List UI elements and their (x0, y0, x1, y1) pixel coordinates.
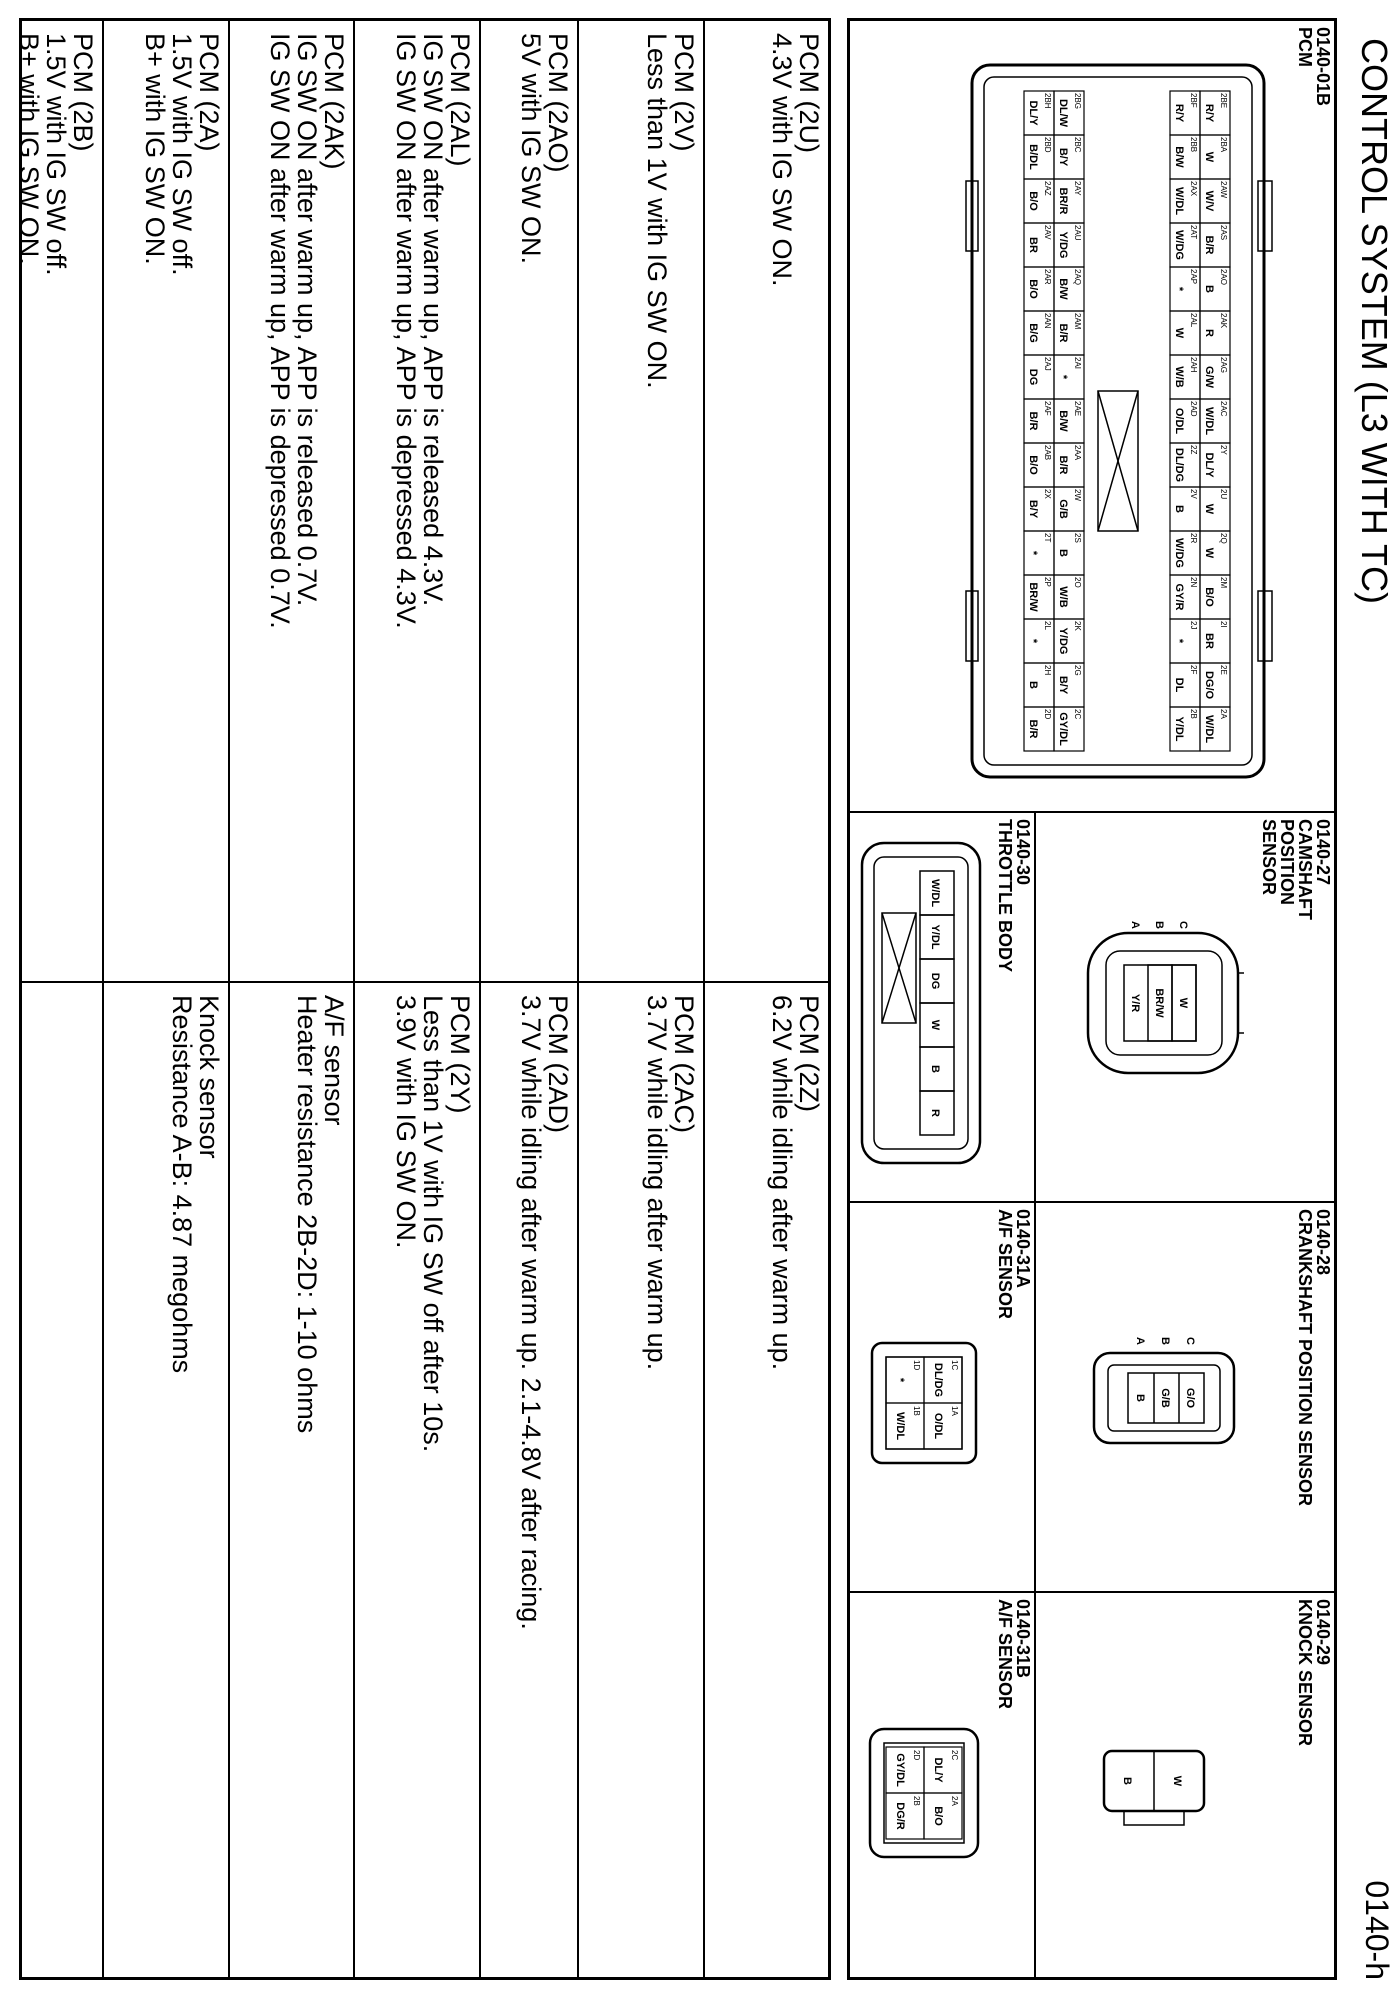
spec-line: B+ with IG SW ON. (14, 33, 44, 265)
spec-line: IG SW ON after warm up, APP is depressed 0.7V. (265, 33, 295, 629)
pcm-top-pin-number: 2N (1189, 577, 1198, 588)
spec-line: Resistance A-B: 4.87 megohms (167, 995, 197, 1374)
spec-heading: PCM (2B) (68, 33, 98, 152)
pcm-top-pin-wire: W (1203, 151, 1215, 163)
knock-connector-panel (1034, 1593, 1334, 1977)
ckp-wire-c: G/O (1184, 1387, 1196, 1409)
spec-line: 5V with IG SW ON. (516, 33, 546, 265)
spec-line: 1.5V with IG SW off. (41, 33, 71, 276)
pcm-top-pin-number: 2BB (1189, 137, 1198, 153)
spec-row (353, 21, 479, 1977)
pcm-bottom-pin-number: 2D (1043, 709, 1052, 720)
pcm-top-pin-wire: W/DL (1173, 186, 1185, 216)
pcm-bottom-pin-wire: B/R (1027, 411, 1039, 431)
pcm-top-pin-number: 2J (1189, 621, 1198, 630)
pcm-top-pin-number: 2AH (1189, 357, 1198, 373)
pcm-bottom-pin-wire: BR (1027, 237, 1039, 253)
pcm-bottom-pin-wire: B/O (1027, 279, 1039, 299)
cmp-wire-a: Y/R (1129, 993, 1141, 1013)
throttle-wire-label: R (929, 1109, 941, 1117)
spec-cell (355, 983, 479, 1977)
af_a-pin-number: 1C (950, 1360, 959, 1371)
pcm-top-pin-number: 2BF (1189, 93, 1198, 108)
spec-heading: A/F sensor (319, 995, 349, 1126)
cmp-pin-b: B (1153, 921, 1165, 929)
af-a-connector-code: 0140-31A (1013, 1209, 1033, 1289)
cmp-wire-b: BR/W (1153, 988, 1165, 1018)
pcm-connector-drawing (964, 61, 1274, 781)
pcm-bottom-pin-number: 2BG (1073, 93, 1082, 110)
pcm-top-pin-wire: O/DL (1173, 407, 1185, 435)
spec-heading: PCM (2AD) (543, 995, 573, 1134)
throttle-wire-label: B (929, 1065, 941, 1073)
af-b-connector-drawing (858, 1713, 988, 1873)
throttle-wire-cells (920, 871, 954, 1135)
spec-heading: PCM (2Z) (794, 995, 824, 1112)
ckp-wire-b: G/B (1159, 1388, 1171, 1408)
spec-cell (230, 983, 353, 1977)
spec-line: IG SW ON after warm up, APP is released 0.7V. (292, 33, 322, 607)
pcm-bottom-pin-wire: B/O (1027, 455, 1039, 475)
af_b-wire-label: DL/Y (932, 1757, 944, 1783)
ckp-wire-a: B (1134, 1394, 1146, 1402)
spec-row (577, 21, 703, 1977)
af_b-pin-number: 2A (950, 1796, 959, 1806)
pcm-top-pin-number: 2AO (1219, 269, 1228, 286)
pcm-bottom-pin-number: 2S (1073, 533, 1082, 543)
pcm-top-pin-wire: R/Y (1173, 103, 1185, 123)
throttle-wire-label: W/DL (929, 878, 941, 908)
spec-cell (705, 983, 828, 1977)
pcm-top-pin-number: 2AK (1219, 313, 1228, 329)
pcm-bottom-pin-number: 2BC (1073, 137, 1082, 153)
pcm-bottom-pin-number: 2AE (1073, 401, 1082, 417)
knock-connector-name: KNOCK SENSOR (1295, 1599, 1315, 1747)
knock-wire-1: W (1171, 1775, 1183, 1787)
cmp-pin-a: A (1129, 921, 1141, 929)
pcm-top-pin-wire: DL/DG (1173, 447, 1185, 483)
throttle-wire-label: W (929, 1019, 941, 1031)
pcm-top-pin-number: 2AL (1189, 313, 1198, 328)
pcm-top-pin-number: 2AS (1219, 225, 1228, 241)
af-sensor-a-connector-panel (850, 1203, 1034, 1593)
pcm-top-pin-number: 2R (1189, 533, 1198, 544)
pcm-bottom-pin-number: 2AU (1073, 225, 1082, 241)
spec-line: 4.3V with IG SW ON. (767, 33, 797, 287)
ckp-connector-name: CRANKSHAFT POSITION SENSOR (1295, 1209, 1315, 1507)
page-title: CONTROL SYSTEM (L3 WITH TC) (1354, 38, 1395, 605)
pcm-top-pin-number: 2AD (1189, 401, 1198, 417)
pcm-top-pin-wire: * (1173, 286, 1185, 292)
pcm-bottom-pin-wire: B/R (1027, 719, 1039, 739)
spec-heading: PCM (2Y) (445, 995, 475, 1114)
pcm-bottom-pin-wire: * (1027, 638, 1039, 644)
pcm-bottom-pin-number: 2BH (1043, 93, 1052, 109)
pcm-bottom-pin-wire: B/DL (1027, 144, 1039, 170)
knock-connector-drawing (1064, 1703, 1224, 1863)
af-a-connector-name: A/F SENSOR (995, 1209, 1015, 1320)
pcm-bottom-pin-wire: B/Y (1057, 147, 1069, 167)
pcm-bottom-pin-number: 2AQ (1073, 269, 1082, 286)
pcm-top-pin-wire: W/DG (1173, 538, 1185, 568)
pcm-bottom-pin-number: 2K (1073, 621, 1082, 631)
pcm-top-pin-number: 2AT (1189, 225, 1198, 240)
af-b-connector-name: A/F SENSOR (995, 1599, 1015, 1710)
pcm-top-pin-number: 2Q (1219, 533, 1228, 544)
pcm-top-pin-wire: Y/DL (1173, 716, 1185, 742)
ckp-connector-code: 0140-28 (1313, 1209, 1333, 1276)
pcm-bottom-pin-wire: B/G (1027, 323, 1039, 343)
spec-heading: Knock sensor (194, 995, 224, 1159)
pcm-top-pin-wire: W (1203, 547, 1215, 559)
pcm-top-pin-wire: W (1203, 503, 1215, 515)
af_a-wire-label: DL/DG (932, 1362, 944, 1398)
spec-heading: PCM (2AO) (543, 33, 573, 173)
pcm-bottom-pin-number: 2AN (1043, 313, 1052, 329)
af_a-wire-label: W/DL (894, 1411, 906, 1441)
pcm-bottom-pin-wire: * (1027, 550, 1039, 556)
spec-row (14, 21, 102, 1977)
pcm-bottom-pin-number: 2AV (1043, 225, 1052, 240)
cmp-connector-panel (1034, 813, 1334, 1203)
pcm-bottom-pin-wire: W/B (1057, 586, 1069, 608)
cmp-name-line-3: SENSOR (1259, 819, 1279, 896)
af_a-wire-label: O/DL (932, 1412, 944, 1440)
pcm-top-pin-number: 2AP (1189, 269, 1198, 285)
spec-heading: PCM (2A) (194, 33, 224, 152)
pcm-top-pin-number: 2A (1219, 709, 1228, 719)
specification-table (14, 18, 831, 1980)
pcm-top-pin-number: 2E (1219, 665, 1228, 675)
pcm-top-pin-number: 2U (1219, 489, 1228, 500)
cmp-name-line-2: POSITION (1277, 819, 1297, 906)
spec-cell (579, 983, 703, 1977)
pcm-bottom-pin-number: 2AZ (1043, 181, 1052, 196)
pcm-top-pin-number: 2AC (1219, 401, 1228, 417)
pcm-connector-name: PCM (1295, 27, 1315, 67)
pcm-bottom-pin-wire: B/R (1057, 455, 1069, 475)
ckp-pin-a: A (1134, 1337, 1146, 1345)
pcm-bottom-pin-number: 2C (1073, 709, 1082, 720)
pcm-top-pin-number: 2Z (1189, 445, 1198, 455)
pcm-bottom-pin-wire: B (1027, 681, 1039, 689)
connector-diagram-area (847, 18, 1337, 1980)
pcm-bottom-pin-number: 2AR (1043, 269, 1052, 285)
pcm-bottom-pin-wire: BR/R (1057, 187, 1069, 215)
cmp-pin-c: C (1177, 921, 1189, 929)
pcm-bottom-pin-number: 2AF (1043, 401, 1052, 416)
af_a-pin-number: 1D (912, 1360, 921, 1371)
spec-line: 6.2V while idling after warm up. (767, 995, 797, 1371)
pcm-top-pin-wire: B/R (1203, 235, 1215, 255)
pcm-bottom-pin-wire: DG (1027, 368, 1039, 386)
pcm-connector-code: 0140-01B (1313, 27, 1333, 107)
af_b-wire-label: DG/R (894, 1802, 906, 1830)
af_a-wire-label: * (894, 1377, 906, 1383)
pcm-top-pin-wire: W/DL (1203, 714, 1215, 744)
pcm-top-pin-block (1170, 91, 1230, 751)
pcm-top-pin-number: 2F (1189, 665, 1198, 675)
pcm-top-pin-wire: B (1173, 505, 1185, 513)
spec-cell (104, 983, 228, 1977)
pcm-bottom-pin-number: 2AI (1073, 357, 1082, 370)
pcm-top-pin-number: 2BA (1219, 137, 1228, 153)
pcm-bottom-pin-number: 2AJ (1043, 357, 1052, 371)
pcm-top-pin-wire: B/O (1203, 587, 1215, 607)
throttle-wire-label: Y/DL (929, 924, 941, 950)
pcm-bottom-pin-wire: DL/Y (1027, 100, 1039, 126)
pcm-top-pin-number: 2BE (1219, 93, 1228, 109)
spec-line: Heater resistance 2B-2D: 1-10 ohms (292, 995, 322, 1434)
pcm-bottom-pin-wire: Y/DG (1057, 627, 1069, 655)
pcm-top-pin-number: 2V (1189, 489, 1198, 499)
cmp-connector-code: 0140-27 (1313, 819, 1333, 886)
pcm-bottom-pin-number: 2AM (1073, 313, 1082, 330)
pcm-top-pin-wire: W/B (1173, 366, 1185, 388)
page-code: 0140-h (1359, 1880, 1395, 1980)
cmp-name-line-1: CAMSHAFT (1295, 819, 1315, 920)
spec-line: Less than 1V with IG SW off after 10s. (418, 995, 448, 1453)
pcm-top-pin-number: 2I (1219, 621, 1228, 628)
af-b-wire-cells (886, 1747, 962, 1839)
throttle-connector-code: 0140-30 (1013, 819, 1033, 886)
throttle-connector-drawing (850, 833, 990, 1173)
pcm-bottom-pin-wire: B/O (1027, 191, 1039, 211)
spec-cell (481, 21, 577, 983)
cmp-wire-c: W (1177, 997, 1189, 1009)
throttle-wire-label: DG (929, 972, 941, 990)
pcm-bottom-pin-block (1024, 91, 1084, 751)
pcm-top-pin-wire: W/DG (1173, 230, 1185, 260)
af-a-wire-cells (886, 1357, 962, 1449)
pcm-top-pin-wire: W (1173, 327, 1185, 339)
af_b-pin-number: 2B (912, 1796, 921, 1806)
af_a-pin-number: 1B (912, 1406, 921, 1416)
ckp-connector-drawing (1054, 1303, 1244, 1503)
spec-line: Less than 1V with IG SW ON. (642, 33, 672, 389)
spec-line: 3.7V while idling after warm up. (642, 995, 672, 1371)
pcm-bottom-pin-number: 2AA (1073, 445, 1082, 461)
pcm-bottom-pin-wire: GY/DL (1057, 712, 1069, 746)
pcm-bottom-pin-wire: B/R (1057, 323, 1069, 343)
spec-row (479, 21, 577, 1977)
pcm-top-pin-wire: B (1203, 285, 1215, 293)
af_b-pin-number: 2C (950, 1750, 959, 1761)
pcm-top-pin-wire: * (1173, 638, 1185, 644)
pcm-bottom-pin-wire: Y/DG (1057, 231, 1069, 259)
pcm-top-pin-wire: R (1203, 329, 1215, 337)
spec-heading: PCM (2AL) (445, 33, 475, 167)
pcm-bottom-pin-wire: * (1057, 374, 1069, 380)
pcm-bottom-pin-number: 2L (1043, 621, 1052, 630)
pcm-bottom-pin-number: 2AB (1043, 445, 1052, 461)
pcm-top-pin-wire: W/DL (1203, 406, 1215, 436)
cmp-connector-drawing (1054, 903, 1244, 1103)
pcm-connector-panel (850, 21, 1334, 813)
spec-heading: PCM (2AC) (669, 995, 699, 1134)
pcm-top-pin-number: 2AX (1189, 181, 1198, 197)
spec-line: B+ with IG SW ON. (140, 33, 170, 265)
pcm-bottom-pin-number: 2O (1073, 577, 1082, 588)
spec-cell (230, 21, 353, 983)
af-sensor-b-connector-panel (850, 1593, 1034, 1977)
spec-heading: PCM (2AK) (319, 33, 349, 170)
pcm-bottom-pin-number: 2G (1073, 665, 1082, 676)
throttle-connector-name: THROTTLE BODY (995, 819, 1015, 972)
spec-line: 3.7V while idling after warm up. 2.1-4.8V after racing. (516, 995, 546, 1630)
spec-cell (104, 21, 228, 983)
pcm-top-pin-number: 2AG (1219, 357, 1228, 374)
pcm-top-pin-number: 2M (1219, 577, 1228, 589)
throttle-connector-panel (850, 813, 1034, 1203)
pcm-bottom-pin-wire: B/Y (1027, 499, 1039, 519)
af-b-connector-code: 0140-31B (1013, 1599, 1033, 1679)
pcm-top-pin-wire: DG/O (1203, 670, 1215, 700)
pcm-top-pin-wire: DL (1173, 677, 1185, 693)
pcm-bottom-pin-number: 2X (1043, 489, 1052, 499)
spec-line: 3.9V with IG SW ON. (391, 995, 421, 1249)
pcm-bottom-pin-wire: DL/W (1057, 98, 1069, 128)
pcm-bottom-pin-wire: B/W (1057, 278, 1069, 300)
af-a-connector-drawing (858, 1323, 988, 1483)
pcm-bottom-pin-number: 2H (1043, 665, 1052, 676)
pcm-top-pin-wire: G/W (1203, 366, 1215, 388)
spec-cell (22, 983, 102, 1977)
pcm-top-pin-wire: DL/Y (1203, 452, 1215, 478)
spec-cell (355, 21, 479, 983)
spec-cell (579, 21, 703, 983)
spec-row (102, 21, 228, 1977)
pcm-bottom-pin-wire: B (1057, 549, 1069, 557)
knock-wire-2: B (1121, 1777, 1133, 1785)
spec-heading: PCM (2V) (669, 33, 699, 152)
pcm-bottom-pin-wire: G/B (1057, 499, 1069, 519)
af_a-pin-number: 1A (950, 1406, 959, 1416)
pcm-bottom-pin-number: 2P (1043, 577, 1052, 587)
ckp-pin-c: C (1184, 1337, 1196, 1345)
pcm-top-pin-number: 2B (1189, 709, 1198, 719)
spec-line: 1.5V with IG SW off. (167, 33, 197, 276)
pcm-top-pin-wire: W/V (1203, 190, 1215, 212)
af_b-wire-label: GY/DL (894, 1753, 906, 1787)
spec-cell (705, 21, 828, 983)
pcm-bottom-pin-number: 2BD (1043, 137, 1052, 153)
pcm-top-pin-wire: B/W (1173, 146, 1185, 168)
spec-cell (14, 21, 102, 983)
pcm-top-pin-wire: R/Y (1203, 103, 1215, 123)
pcm-bottom-pin-wire: B/W (1057, 410, 1069, 432)
spec-row (228, 21, 353, 1977)
pcm-top-pin-number: 2Y (1219, 445, 1228, 455)
spec-heading: PCM (2U) (794, 33, 824, 153)
pcm-top-pin-wire: BR (1203, 633, 1215, 649)
pcm-bottom-pin-wire: B/Y (1057, 675, 1069, 695)
pcm-bottom-pin-wire: BR/W (1027, 582, 1039, 612)
af_b-pin-number: 2D (912, 1750, 921, 1761)
pcm-bottom-pin-number: 2W (1073, 489, 1082, 501)
ckp-connector-panel (1034, 1203, 1334, 1593)
pcm-top-pin-wire: GY/R (1173, 583, 1185, 611)
pcm-bottom-pin-number: 2AY (1073, 181, 1082, 196)
spec-line: IG SW ON after warm up, APP is released 4.3V. (418, 33, 448, 607)
af_b-wire-label: B/O (932, 1806, 944, 1826)
pcm-bottom-pin-number: 2T (1043, 533, 1052, 543)
pcm-top-pin-number: 2AW (1219, 181, 1228, 199)
spec-cell (481, 983, 577, 1977)
spec-line: IG SW ON after warm up, APP is depressed 4.3V. (391, 33, 421, 629)
spec-row (703, 21, 828, 1977)
ckp-pin-b: B (1159, 1337, 1171, 1345)
knock-connector-code: 0140-29 (1313, 1599, 1333, 1666)
